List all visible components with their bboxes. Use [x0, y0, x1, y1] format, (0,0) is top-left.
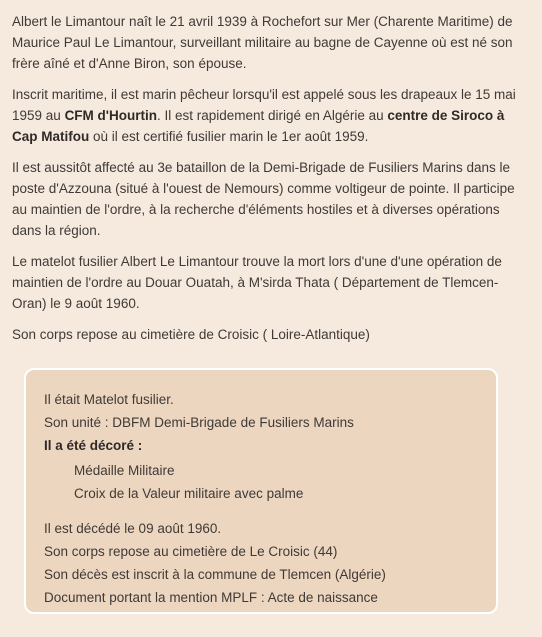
- bio-paragraph-enlistment: [12, 84, 530, 147]
- summary-decorated-heading-text: Il a été décoré :: [44, 438, 143, 453]
- summary-decoration-item: Croix de la Valeur militaire avec palme: [74, 486, 304, 501]
- summary-burial: Son corps repose au cimetière de Le Croisic (44): [44, 544, 338, 559]
- summary-decoration-item: Médaille Militaire: [74, 463, 175, 478]
- summary-rank: Il était Matelot fusilier.: [44, 392, 174, 407]
- bio-paragraph-birth: Albert le Limantour naît le 21 avril 1939 à Rochefort sur Mer (Charente Maritime) de Maurice Paul Le Limantour, surveillant militaire au bagne de Cayenne où est né son frère aîné et d'Anne Biron, son épouse.: [12, 14, 513, 71]
- bio-enlistment-text-3: où il est certifié fusilier marin le 1er août 1959.: [89, 129, 369, 144]
- bio-paragraph-assignment: Il est aussitôt affecté au 3e bataillon de la Demi-Brigade de Fusiliers Marins dans le poste d'Azzouna (situé à l'ouest de Nemours) comme voltigeur de pointe. Il participe au maintien de l'ordre, à la recherche d'éléments hostiles et à diverses opérations dans la région.: [12, 160, 515, 238]
- summary-decorated-heading: [44, 434, 478, 457]
- summary-commune: Son décès est inscrit à la commune de Tlemcen (Algérie): [44, 567, 386, 582]
- summary-unit: Son unité : DBFM Demi-Brigade de Fusiliers Marins: [44, 415, 354, 430]
- summary-box: [24, 368, 498, 614]
- bio-enlistment-text-2: . Il est rapidement dirigé en Algérie au: [157, 108, 388, 123]
- bio-enlistment-centre: centre de Siroco à Cap Matifou: [12, 108, 505, 144]
- summary-death: Il est décédé le 09 août 1960.: [44, 521, 222, 536]
- summary-gap: [44, 505, 478, 517]
- summary-document: Document portant la mention MPLF : Acte de naissance: [44, 590, 378, 605]
- bio-paragraph-burial: Son corps repose au cimetière de Croisic ( Loire-Atlantique): [12, 327, 370, 342]
- bio-enlistment-cfm: CFM d'Hourtin: [64, 108, 157, 123]
- bio-enlistment-text-1: Inscrit maritime, il est marin pêcheur lorsqu'il est appelé sous les drapeaux le 15 mai 1959 au: [12, 87, 516, 123]
- bio-paragraph-death: Le matelot fusilier Albert Le Limantour trouve la mort lors d'une d'une opération de maintien de l'ordre au Douar Ouatah, à M'sirda Thata ( Département de Tlemcen-Oran) le 9 août 1960.: [12, 254, 502, 311]
